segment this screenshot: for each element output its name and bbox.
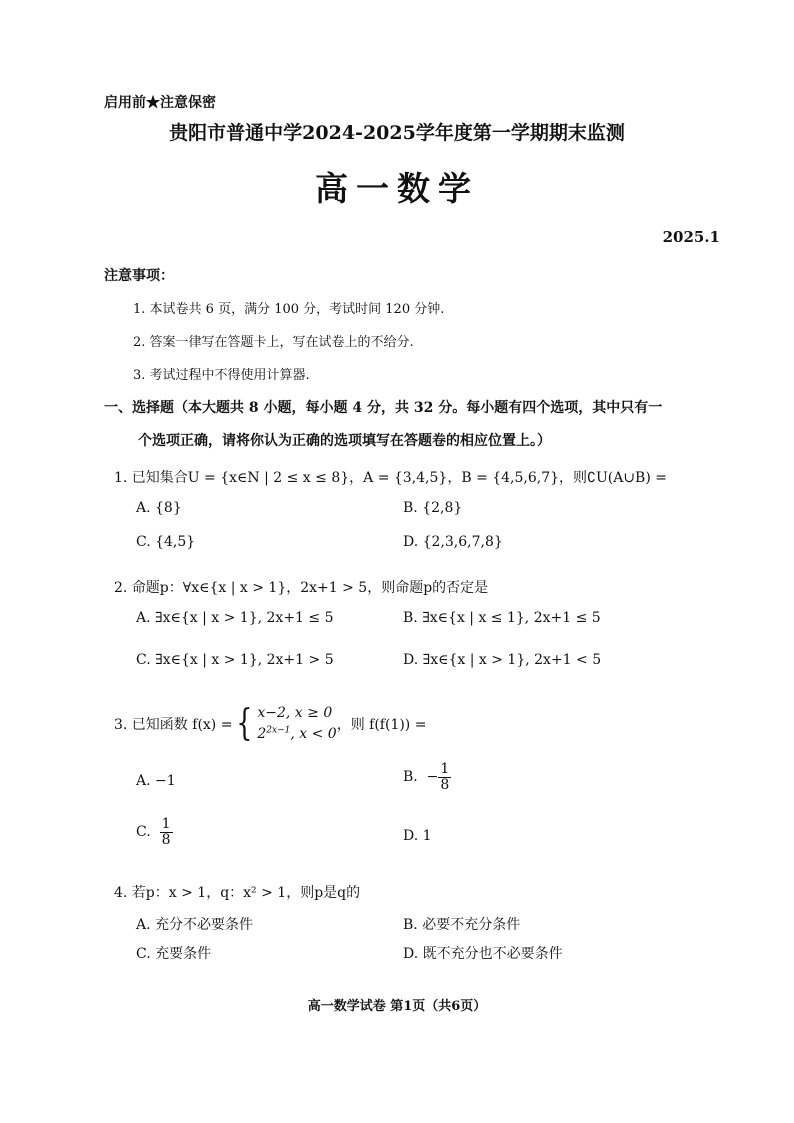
question-1-option-b: B. {2,8} (403, 500, 463, 516)
page-footer: 高一数学试卷 第1页（共6页） (307, 999, 487, 1014)
question-3-stem-prefix: 3. 已知函数 f(x) = (114, 717, 233, 733)
piecewise-case-1: x−2, x ≥ 0 (257, 705, 333, 721)
question-3-option-a: A. −1 (136, 773, 176, 789)
question-2-option-b: B. ∃x∈{x | x ≤ 1}, 2x+1 ≤ 5 (403, 610, 601, 626)
left-brace: { (236, 703, 253, 744)
question-4-stem: 4. 若p：x > 1，q：x² > 1，则p是q的 (114, 885, 361, 901)
question-2-option-c: C. ∃x∈{x | x > 1}, 2x+1 > 5 (136, 652, 334, 668)
question-4-option-c: C. 充要条件 (136, 946, 212, 962)
question-4-option-b: B. 必要不充分条件 (403, 917, 521, 933)
notice-item: 1. 本试卷共 6 页，满分 100 分，考试时间 120 分钟. (133, 302, 445, 317)
question-3-stem-suffix: ，则 f(f(1)) = (336, 717, 427, 733)
section-instructions-line1: 一、选择题（本大题共 8 小题，每小题 4 分，共 32 分。每小题有四个选项，其中只有一 (104, 400, 663, 416)
question-3-option-d: D. 1 (403, 828, 432, 844)
question-4-option-a: A. 充分不必要条件 (136, 917, 254, 933)
question-2-option-d: D. ∃x∈{x | x > 1}, 2x+1 < 5 (403, 652, 602, 668)
question-1-option-a: A. {8} (136, 500, 182, 516)
subject-title: 高一数学 (315, 169, 479, 208)
question-3-stem (114, 703, 426, 745)
notice-item: 2. 答案一律写在答题卡上，写在试卷上的不给分. (133, 335, 414, 350)
notice-item: 3. 考试过程中不得使用计算器. (133, 368, 310, 383)
notice-heading: 注意事项： (104, 268, 174, 284)
section-instructions-line2: 个选项正确，请将你认为正确的选项填写在答题卷的相应位置上。） (138, 433, 551, 449)
question-2-option-a: A. ∃x∈{x | x > 1}, 2x+1 ≤ 5 (136, 610, 334, 626)
piecewise-case-2: $2^{2x-1}$, x < 0 (257, 725, 337, 742)
question-4-option-d: D. 既不充分也不必要条件 (403, 946, 563, 962)
question-1-stem: 1. 已知集合U = {x∈N | 2 ≤ x ≤ 8}，A = {3,4,5}，B = {4,5,6,7}，则∁U(A∪B) = (114, 470, 667, 486)
exam-date: 2025.1 (662, 228, 720, 246)
question-1-option-c: C. {4,5} (136, 534, 196, 550)
piecewise-function (232, 703, 336, 745)
question-3-option-b: B. − $\frac{1}{8}$ (403, 761, 450, 793)
question-1-option-d: D. {2,3,6,7,8} (403, 534, 503, 550)
confidential-label: 启用前★注意保密 (104, 95, 216, 111)
question-2-stem: 2. 命题p：∀x∈{x | x > 1}，2x+1 > 5，则命题p的否定是 (114, 580, 489, 596)
exam-title: 贵阳市普通中学2024-2025学年度第一学期期末监测 (169, 122, 625, 144)
question-3-option-c: C. $\frac{1}{8}$ (136, 816, 171, 848)
